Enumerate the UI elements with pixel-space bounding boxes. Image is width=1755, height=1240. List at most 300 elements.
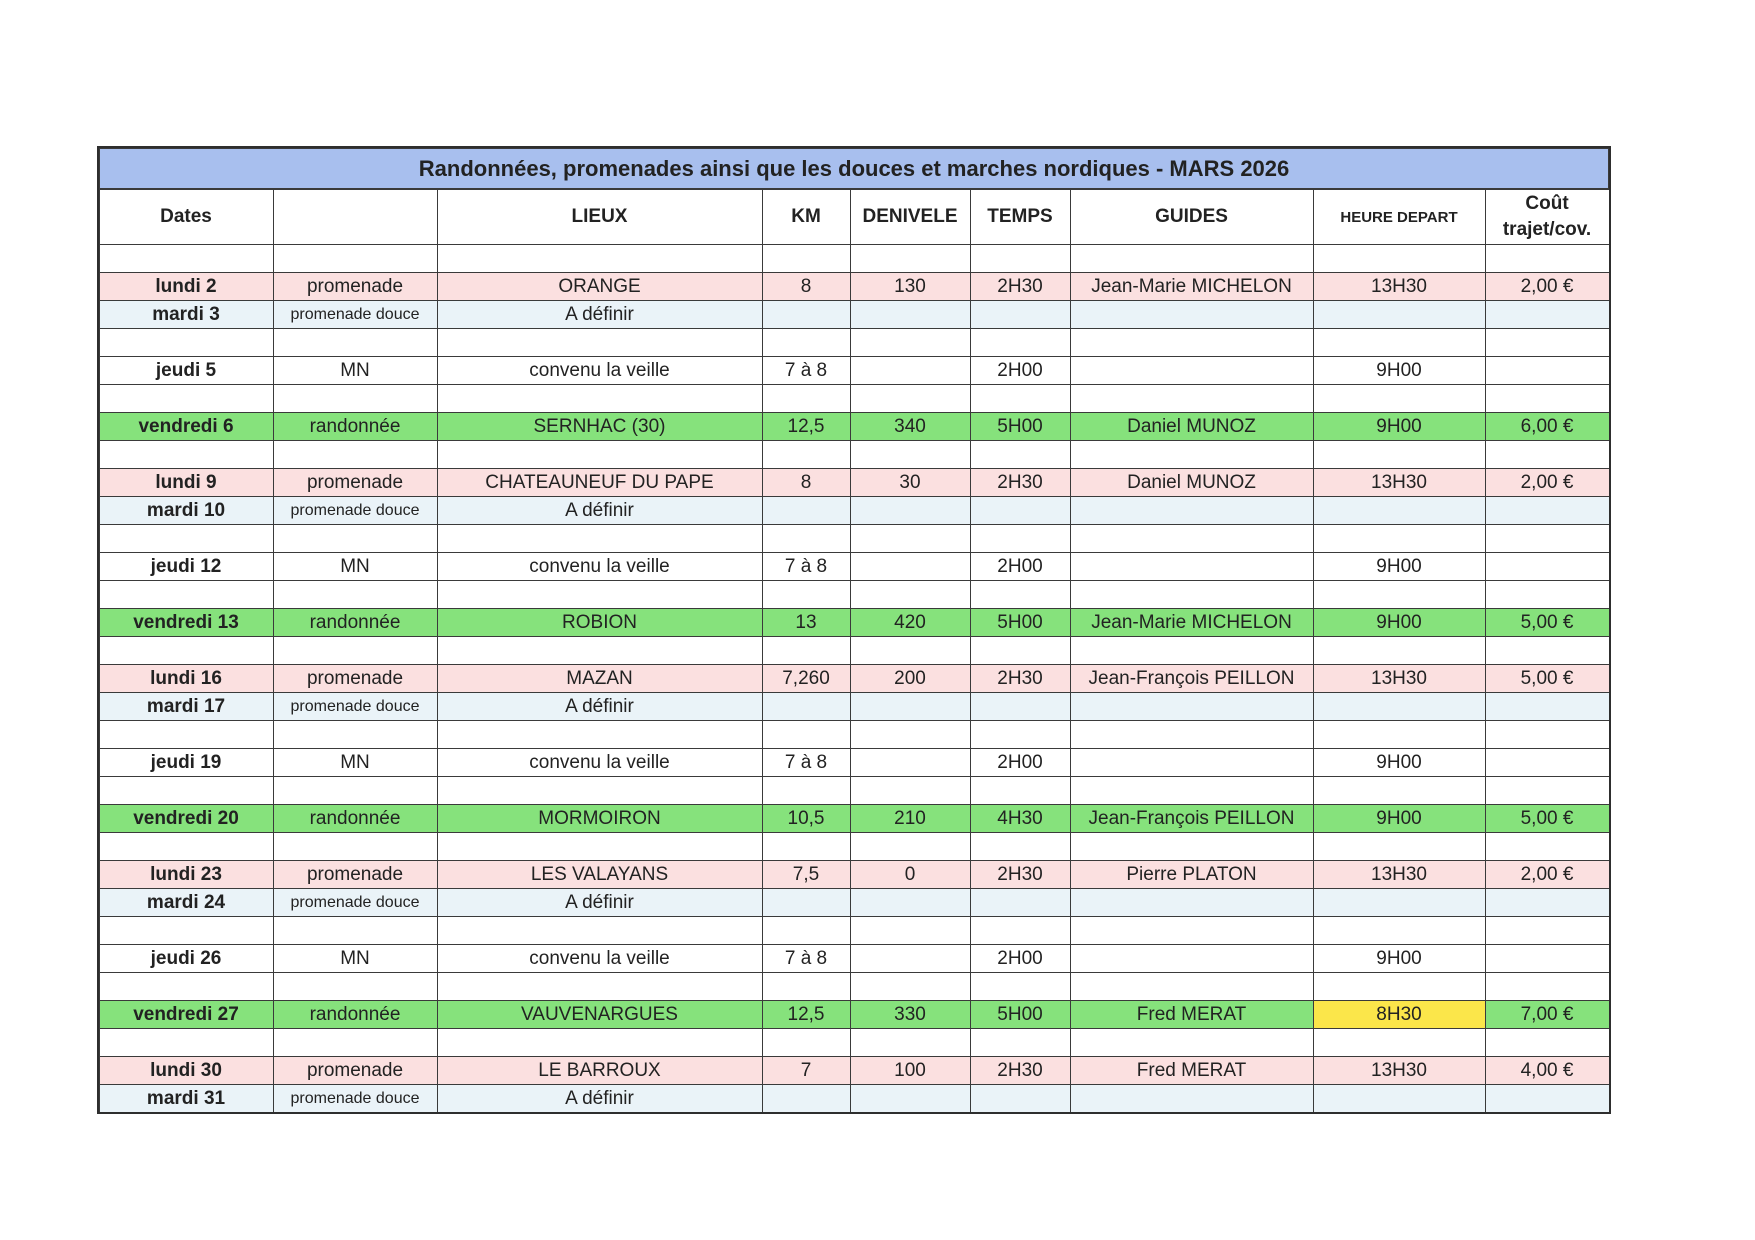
empty-cell bbox=[762, 917, 850, 945]
cell-temps: 2H30 bbox=[970, 861, 1070, 889]
empty-cell bbox=[99, 637, 273, 665]
cell-date: jeudi 12 bbox=[99, 553, 273, 581]
cell-guide bbox=[1070, 1085, 1313, 1113]
cell-heure bbox=[1313, 693, 1485, 721]
header-heure-depart: HEURE DEPART bbox=[1313, 189, 1485, 245]
empty-cell bbox=[970, 245, 1070, 273]
cell-km bbox=[762, 497, 850, 525]
empty-cell bbox=[762, 637, 850, 665]
empty-cell bbox=[970, 581, 1070, 609]
cell-date: lundi 16 bbox=[99, 665, 273, 693]
empty-cell bbox=[273, 581, 437, 609]
spacer-row bbox=[99, 917, 1609, 945]
cell-lieu: A définir bbox=[437, 497, 762, 525]
cell-km: 13 bbox=[762, 609, 850, 637]
empty-cell bbox=[1070, 973, 1313, 1001]
cell-type: promenade douce bbox=[273, 693, 437, 721]
cell-type: promenade bbox=[273, 1057, 437, 1085]
empty-cell bbox=[762, 329, 850, 357]
cell-temps: 4H30 bbox=[970, 805, 1070, 833]
cell-date: vendredi 27 bbox=[99, 1001, 273, 1029]
cell-heure bbox=[1313, 301, 1485, 329]
table-row bbox=[99, 805, 1609, 833]
cell-km: 7 à 8 bbox=[762, 357, 850, 385]
table-row bbox=[99, 273, 1609, 301]
cell-guide: Jean-Marie MICHELON bbox=[1070, 273, 1313, 301]
cell-temps: 5H00 bbox=[970, 609, 1070, 637]
empty-cell bbox=[1313, 721, 1485, 749]
cell-km bbox=[762, 889, 850, 917]
empty-cell bbox=[970, 777, 1070, 805]
cell-lieu: LE BARROUX bbox=[437, 1057, 762, 1085]
cell-denivele bbox=[850, 749, 970, 777]
cell-lieu: LES VALAYANS bbox=[437, 861, 762, 889]
table-row bbox=[99, 889, 1609, 917]
cell-type: promenade bbox=[273, 273, 437, 301]
empty-cell bbox=[273, 329, 437, 357]
cell-lieu: ROBION bbox=[437, 609, 762, 637]
empty-cell bbox=[1070, 525, 1313, 553]
empty-cell bbox=[762, 385, 850, 413]
cell-denivele bbox=[850, 357, 970, 385]
cell-date: lundi 30 bbox=[99, 1057, 273, 1085]
table-title: Randonnées, promenades ainsi que les douces et marches nordiques - MARS 2026 bbox=[99, 148, 1609, 189]
cell-cout bbox=[1485, 693, 1609, 721]
empty-cell bbox=[970, 329, 1070, 357]
empty-cell bbox=[850, 637, 970, 665]
header-lieux: LIEUX bbox=[437, 189, 762, 245]
cell-type: promenade bbox=[273, 469, 437, 497]
empty-cell bbox=[970, 525, 1070, 553]
spacer-row bbox=[99, 777, 1609, 805]
cell-heure: 9H00 bbox=[1313, 357, 1485, 385]
cell-cout bbox=[1485, 945, 1609, 973]
empty-cell bbox=[437, 385, 762, 413]
cell-date: vendredi 6 bbox=[99, 413, 273, 441]
cell-type: promenade douce bbox=[273, 301, 437, 329]
cell-denivele: 420 bbox=[850, 609, 970, 637]
empty-cell bbox=[273, 721, 437, 749]
cell-denivele: 330 bbox=[850, 1001, 970, 1029]
cell-type: promenade bbox=[273, 861, 437, 889]
cell-cout: 7,00 € bbox=[1485, 1001, 1609, 1029]
cell-temps: 2H00 bbox=[970, 749, 1070, 777]
header-type bbox=[273, 189, 437, 245]
empty-cell bbox=[99, 329, 273, 357]
cell-cout: 2,00 € bbox=[1485, 469, 1609, 497]
cell-date: jeudi 19 bbox=[99, 749, 273, 777]
cell-heure bbox=[1313, 1085, 1485, 1113]
empty-cell bbox=[1313, 385, 1485, 413]
cell-km: 7,5 bbox=[762, 861, 850, 889]
spacer-row bbox=[99, 721, 1609, 749]
cell-heure: 9H00 bbox=[1313, 749, 1485, 777]
cell-guide bbox=[1070, 749, 1313, 777]
empty-cell bbox=[99, 973, 273, 1001]
empty-cell bbox=[1070, 721, 1313, 749]
cell-heure: 9H00 bbox=[1313, 609, 1485, 637]
cell-temps bbox=[970, 693, 1070, 721]
cell-type: randonnée bbox=[273, 609, 437, 637]
spacer-row bbox=[99, 1029, 1609, 1057]
table-row bbox=[99, 1001, 1609, 1029]
cell-denivele bbox=[850, 1085, 970, 1113]
cell-heure: 13H30 bbox=[1313, 469, 1485, 497]
cell-cout bbox=[1485, 889, 1609, 917]
table-row bbox=[99, 301, 1609, 329]
cell-guide bbox=[1070, 553, 1313, 581]
empty-cell bbox=[99, 721, 273, 749]
cell-denivele bbox=[850, 889, 970, 917]
empty-cell bbox=[1070, 1029, 1313, 1057]
cell-cout: 4,00 € bbox=[1485, 1057, 1609, 1085]
empty-cell bbox=[1070, 581, 1313, 609]
cell-lieu: SERNHAC (30) bbox=[437, 413, 762, 441]
empty-cell bbox=[1485, 329, 1609, 357]
empty-cell bbox=[1313, 973, 1485, 1001]
table-row bbox=[99, 945, 1609, 973]
cell-temps bbox=[970, 301, 1070, 329]
cell-heure: 8H30 bbox=[1313, 1001, 1485, 1029]
empty-cell bbox=[437, 917, 762, 945]
empty-cell bbox=[762, 833, 850, 861]
cell-km: 7,260 bbox=[762, 665, 850, 693]
cell-type: promenade douce bbox=[273, 1085, 437, 1113]
empty-cell bbox=[99, 385, 273, 413]
empty-cell bbox=[1485, 637, 1609, 665]
empty-cell bbox=[437, 777, 762, 805]
spacer-row bbox=[99, 329, 1609, 357]
cell-km: 7 à 8 bbox=[762, 749, 850, 777]
empty-cell bbox=[1485, 441, 1609, 469]
table-row bbox=[99, 861, 1609, 889]
cell-lieu: ORANGE bbox=[437, 273, 762, 301]
cell-date: mardi 3 bbox=[99, 301, 273, 329]
cell-guide: Pierre PLATON bbox=[1070, 861, 1313, 889]
empty-cell bbox=[273, 1029, 437, 1057]
cell-guide bbox=[1070, 357, 1313, 385]
empty-cell bbox=[273, 525, 437, 553]
cell-type: promenade douce bbox=[273, 889, 437, 917]
empty-cell bbox=[762, 525, 850, 553]
empty-cell bbox=[970, 917, 1070, 945]
empty-cell bbox=[99, 777, 273, 805]
cell-heure bbox=[1313, 889, 1485, 917]
header-temps: TEMPS bbox=[970, 189, 1070, 245]
cell-km bbox=[762, 693, 850, 721]
empty-cell bbox=[273, 917, 437, 945]
cell-denivele: 340 bbox=[850, 413, 970, 441]
empty-cell bbox=[970, 1029, 1070, 1057]
cell-lieu: convenu la veille bbox=[437, 945, 762, 973]
cell-date: lundi 2 bbox=[99, 273, 273, 301]
empty-cell bbox=[99, 441, 273, 469]
cell-cout bbox=[1485, 301, 1609, 329]
empty-cell bbox=[99, 525, 273, 553]
cell-denivele bbox=[850, 945, 970, 973]
cell-type: promenade bbox=[273, 665, 437, 693]
cell-guide: Daniel MUNOZ bbox=[1070, 469, 1313, 497]
cell-guide: Jean-François PEILLON bbox=[1070, 805, 1313, 833]
empty-cell bbox=[437, 245, 762, 273]
header-km: KM bbox=[762, 189, 850, 245]
cell-temps: 2H30 bbox=[970, 665, 1070, 693]
cell-lieu: A définir bbox=[437, 889, 762, 917]
cell-denivele: 100 bbox=[850, 1057, 970, 1085]
empty-cell bbox=[1313, 637, 1485, 665]
empty-cell bbox=[1485, 721, 1609, 749]
cell-date: mardi 24 bbox=[99, 889, 273, 917]
spacer-row bbox=[99, 245, 1609, 273]
empty-cell bbox=[99, 581, 273, 609]
cell-guide: Jean-Marie MICHELON bbox=[1070, 609, 1313, 637]
empty-cell bbox=[1485, 833, 1609, 861]
cell-cout: 5,00 € bbox=[1485, 665, 1609, 693]
cell-km: 7 bbox=[762, 1057, 850, 1085]
empty-cell bbox=[1485, 777, 1609, 805]
table-row bbox=[99, 1057, 1609, 1085]
cell-cout: 6,00 € bbox=[1485, 413, 1609, 441]
cell-date: mardi 10 bbox=[99, 497, 273, 525]
cell-cout bbox=[1485, 497, 1609, 525]
table-row bbox=[99, 665, 1609, 693]
header-denivele: DENIVELE bbox=[850, 189, 970, 245]
cell-lieu: A définir bbox=[437, 693, 762, 721]
cell-temps: 2H00 bbox=[970, 553, 1070, 581]
empty-cell bbox=[437, 833, 762, 861]
empty-cell bbox=[1313, 1029, 1485, 1057]
cell-temps bbox=[970, 497, 1070, 525]
cell-heure: 9H00 bbox=[1313, 413, 1485, 441]
cell-denivele: 200 bbox=[850, 665, 970, 693]
table-row bbox=[99, 693, 1609, 721]
cell-temps: 2H00 bbox=[970, 357, 1070, 385]
empty-cell bbox=[850, 441, 970, 469]
cell-denivele: 0 bbox=[850, 861, 970, 889]
header-cout-line1: Coût bbox=[1525, 193, 1569, 214]
table-row bbox=[99, 497, 1609, 525]
cell-guide: Fred MERAT bbox=[1070, 1001, 1313, 1029]
cell-lieu: MORMOIRON bbox=[437, 805, 762, 833]
empty-cell bbox=[850, 581, 970, 609]
cell-guide bbox=[1070, 497, 1313, 525]
header-dates: Dates bbox=[99, 189, 273, 245]
empty-cell bbox=[850, 385, 970, 413]
cell-heure: 9H00 bbox=[1313, 945, 1485, 973]
cell-guide bbox=[1070, 693, 1313, 721]
cell-type: randonnée bbox=[273, 1001, 437, 1029]
empty-cell bbox=[1070, 245, 1313, 273]
empty-cell bbox=[437, 441, 762, 469]
cell-lieu: A définir bbox=[437, 1085, 762, 1113]
cell-km: 10,5 bbox=[762, 805, 850, 833]
empty-cell bbox=[1313, 329, 1485, 357]
table-row bbox=[99, 469, 1609, 497]
cell-temps: 5H00 bbox=[970, 1001, 1070, 1029]
cell-type: randonnée bbox=[273, 413, 437, 441]
cell-km: 7 à 8 bbox=[762, 945, 850, 973]
spacer-row bbox=[99, 525, 1609, 553]
empty-cell bbox=[273, 973, 437, 1001]
cell-date: mardi 31 bbox=[99, 1085, 273, 1113]
empty-cell bbox=[99, 833, 273, 861]
cell-cout: 5,00 € bbox=[1485, 609, 1609, 637]
empty-cell bbox=[1070, 777, 1313, 805]
cell-lieu: MAZAN bbox=[437, 665, 762, 693]
empty-cell bbox=[850, 917, 970, 945]
cell-temps bbox=[970, 889, 1070, 917]
cell-cout: 5,00 € bbox=[1485, 805, 1609, 833]
empty-cell bbox=[762, 245, 850, 273]
cell-type: MN bbox=[273, 357, 437, 385]
table-row bbox=[99, 413, 1609, 441]
empty-cell bbox=[762, 777, 850, 805]
cell-temps: 5H00 bbox=[970, 413, 1070, 441]
header-cout-line2: trajet/cov. bbox=[1502, 219, 1592, 240]
header-cout bbox=[1485, 189, 1609, 245]
cell-cout: 2,00 € bbox=[1485, 273, 1609, 301]
empty-cell bbox=[762, 1029, 850, 1057]
cell-km bbox=[762, 1085, 850, 1113]
cell-heure: 9H00 bbox=[1313, 553, 1485, 581]
empty-cell bbox=[99, 245, 273, 273]
empty-cell bbox=[437, 637, 762, 665]
table-row bbox=[99, 609, 1609, 637]
cell-temps: 2H30 bbox=[970, 469, 1070, 497]
table-body bbox=[99, 245, 1609, 1113]
cell-cout bbox=[1485, 1085, 1609, 1113]
empty-cell bbox=[273, 385, 437, 413]
empty-cell bbox=[273, 833, 437, 861]
cell-heure: 13H30 bbox=[1313, 665, 1485, 693]
cell-denivele bbox=[850, 301, 970, 329]
cell-lieu: convenu la veille bbox=[437, 749, 762, 777]
empty-cell bbox=[850, 833, 970, 861]
empty-cell bbox=[1313, 833, 1485, 861]
empty-cell bbox=[850, 329, 970, 357]
empty-cell bbox=[850, 777, 970, 805]
cell-type: MN bbox=[273, 749, 437, 777]
cell-lieu: VAUVENARGUES bbox=[437, 1001, 762, 1029]
empty-cell bbox=[970, 441, 1070, 469]
empty-cell bbox=[437, 721, 762, 749]
table-row bbox=[99, 553, 1609, 581]
cell-lieu: convenu la veille bbox=[437, 357, 762, 385]
empty-cell bbox=[273, 245, 437, 273]
empty-cell bbox=[1485, 385, 1609, 413]
cell-km: 12,5 bbox=[762, 413, 850, 441]
empty-cell bbox=[1313, 581, 1485, 609]
cell-date: jeudi 5 bbox=[99, 357, 273, 385]
cell-denivele: 30 bbox=[850, 469, 970, 497]
cell-heure: 13H30 bbox=[1313, 861, 1485, 889]
empty-cell bbox=[437, 581, 762, 609]
empty-cell bbox=[970, 833, 1070, 861]
cell-cout bbox=[1485, 553, 1609, 581]
empty-cell bbox=[273, 441, 437, 469]
cell-lieu: CHATEAUNEUF DU PAPE bbox=[437, 469, 762, 497]
empty-cell bbox=[1485, 525, 1609, 553]
cell-date: vendredi 20 bbox=[99, 805, 273, 833]
empty-cell bbox=[1070, 833, 1313, 861]
cell-heure: 13H30 bbox=[1313, 273, 1485, 301]
cell-date: mardi 17 bbox=[99, 693, 273, 721]
cell-type: promenade douce bbox=[273, 497, 437, 525]
empty-cell bbox=[850, 721, 970, 749]
cell-date: lundi 23 bbox=[99, 861, 273, 889]
cell-temps: 2H30 bbox=[970, 273, 1070, 301]
empty-cell bbox=[1485, 581, 1609, 609]
schedule-table bbox=[98, 147, 1610, 1113]
empty-cell bbox=[762, 721, 850, 749]
cell-denivele: 210 bbox=[850, 805, 970, 833]
cell-km: 12,5 bbox=[762, 1001, 850, 1029]
cell-date: vendredi 13 bbox=[99, 609, 273, 637]
cell-type: MN bbox=[273, 945, 437, 973]
cell-cout bbox=[1485, 357, 1609, 385]
cell-type: MN bbox=[273, 553, 437, 581]
empty-cell bbox=[970, 637, 1070, 665]
empty-cell bbox=[1313, 245, 1485, 273]
empty-cell bbox=[970, 721, 1070, 749]
cell-date: jeudi 26 bbox=[99, 945, 273, 973]
empty-cell bbox=[273, 637, 437, 665]
cell-km bbox=[762, 301, 850, 329]
empty-cell bbox=[99, 917, 273, 945]
empty-cell bbox=[1313, 525, 1485, 553]
table-row bbox=[99, 357, 1609, 385]
cell-denivele bbox=[850, 497, 970, 525]
empty-cell bbox=[970, 385, 1070, 413]
cell-heure bbox=[1313, 497, 1485, 525]
empty-cell bbox=[850, 525, 970, 553]
cell-guide bbox=[1070, 945, 1313, 973]
cell-km: 8 bbox=[762, 273, 850, 301]
cell-lieu: convenu la veille bbox=[437, 553, 762, 581]
empty-cell bbox=[1070, 917, 1313, 945]
cell-denivele bbox=[850, 553, 970, 581]
empty-cell bbox=[850, 1029, 970, 1057]
cell-denivele bbox=[850, 693, 970, 721]
cell-lieu: A définir bbox=[437, 301, 762, 329]
empty-cell bbox=[850, 245, 970, 273]
empty-cell bbox=[273, 777, 437, 805]
empty-cell bbox=[970, 973, 1070, 1001]
empty-cell bbox=[1070, 441, 1313, 469]
empty-cell bbox=[762, 973, 850, 1001]
empty-cell bbox=[850, 973, 970, 1001]
cell-guide bbox=[1070, 301, 1313, 329]
spacer-row bbox=[99, 637, 1609, 665]
empty-cell bbox=[762, 581, 850, 609]
cell-cout bbox=[1485, 749, 1609, 777]
empty-cell bbox=[1485, 973, 1609, 1001]
cell-temps bbox=[970, 1085, 1070, 1113]
spacer-row bbox=[99, 581, 1609, 609]
empty-cell bbox=[1070, 637, 1313, 665]
cell-cout: 2,00 € bbox=[1485, 861, 1609, 889]
cell-guide: Daniel MUNOZ bbox=[1070, 413, 1313, 441]
empty-cell bbox=[1313, 441, 1485, 469]
spacer-row bbox=[99, 385, 1609, 413]
spacer-row bbox=[99, 833, 1609, 861]
empty-cell bbox=[437, 525, 762, 553]
cell-denivele: 130 bbox=[850, 273, 970, 301]
table-row bbox=[99, 749, 1609, 777]
empty-cell bbox=[1485, 917, 1609, 945]
empty-cell bbox=[1070, 385, 1313, 413]
empty-cell bbox=[1485, 245, 1609, 273]
